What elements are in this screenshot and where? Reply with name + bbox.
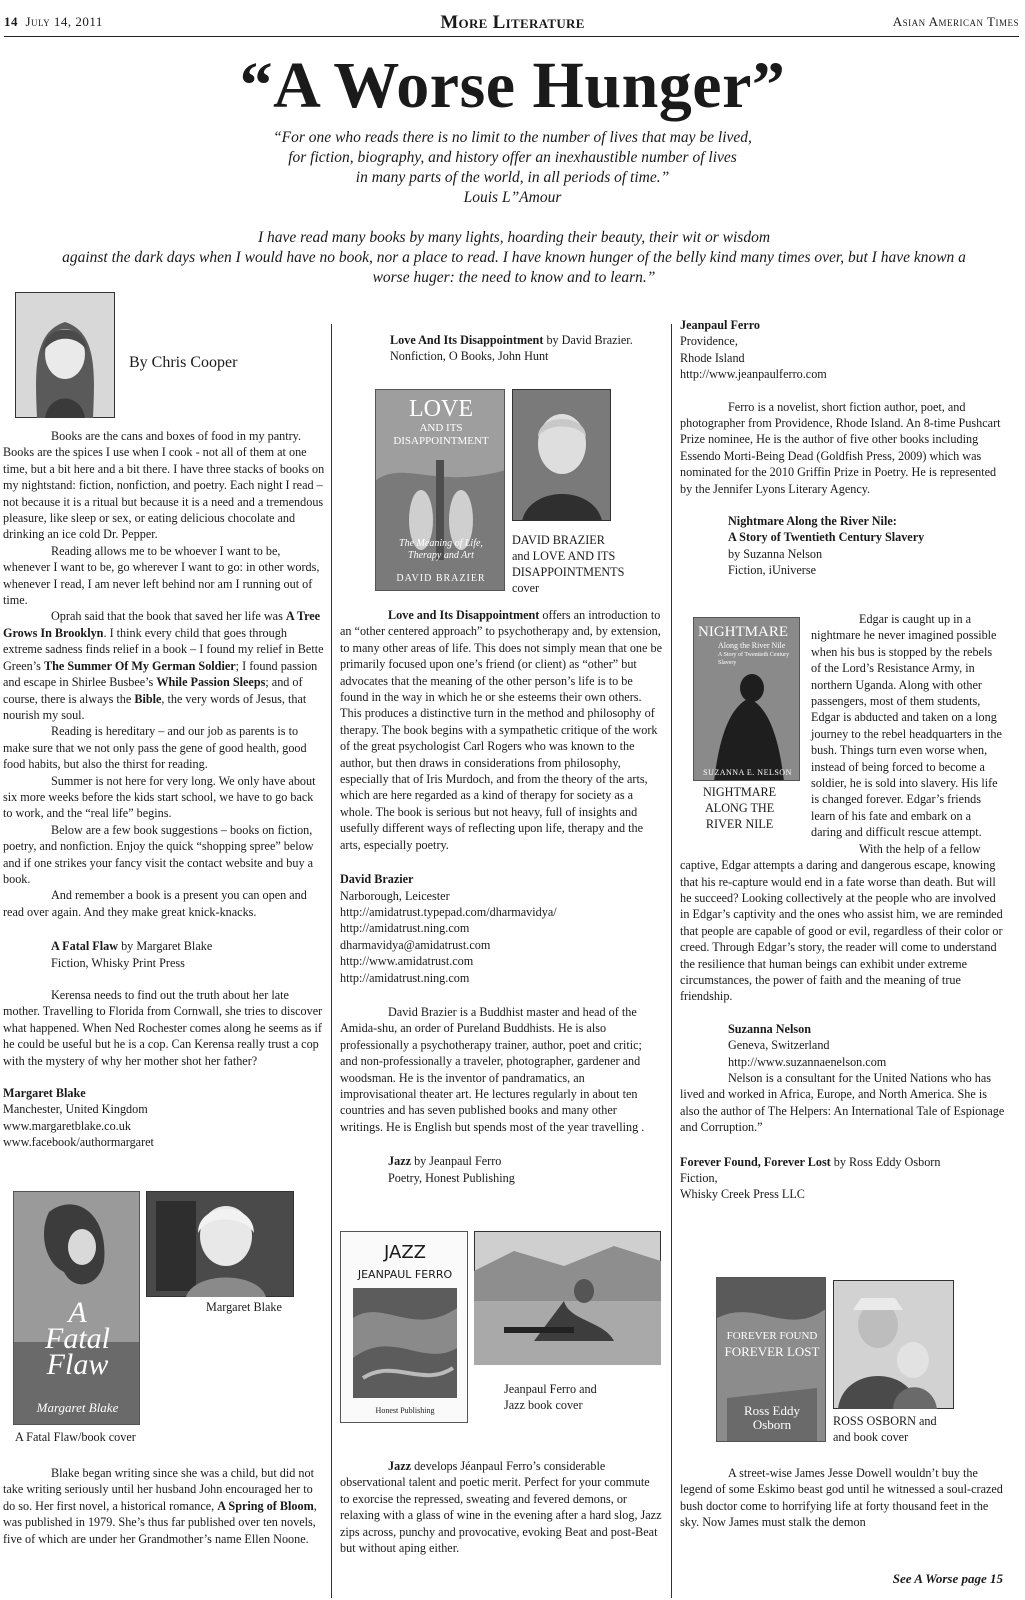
contact-link[interactable]: http://www.amidatrust.com <box>340 954 474 969</box>
book-title: While Passion Sleeps <box>156 675 266 690</box>
book-author: by David Brazier. <box>543 333 633 347</box>
author-website[interactable]: www.margaretblake.co.uk <box>3 1118 131 1133</box>
author-photo-image <box>474 1231 661 1365</box>
book-publisher: Nonfiction, O Books, John Hunt <box>390 349 549 364</box>
contact-link[interactable]: http://amidatrust.typepad.com/dharmavidya/ <box>340 904 557 919</box>
book-title: Forever Found, Forever Lost <box>680 1154 831 1169</box>
cover-author: Margaret Blake <box>36 1400 119 1415</box>
book-publisher: Fiction, iUniverse <box>728 563 817 578</box>
contact-link[interactable]: http://amidatrust.ning.com <box>340 921 470 936</box>
page-number: 14 <box>4 14 18 29</box>
article-title: “A Worse Hunger” <box>239 49 786 122</box>
text-run: ; and of course, there is always the <box>3 675 303 706</box>
blake-bio <box>3 1465 325 1547</box>
nile-review <box>680 611 1005 1203</box>
contact-link[interactable]: http://www.jeanpaulferro.com <box>680 367 827 382</box>
book-review: Edgar is caught up in a nightmare he never imagined possible when his bus is stopped by the rebels of the Lord’s Resistance Army, in northern Uganda. Along with other passengers, most of them students, Edgar is abducted and taken on a long journey to the rebel headquarters in the bush. Things turn even worse when, instead of being forced to become a soldier, he is sold into slavery. His life is changed forever. Edgar’s friends learn of his fate and embark on a daring and difficult rescue attempt. <box>811 612 1002 840</box>
masthead-rule <box>4 36 1019 37</box>
book-subtitle: A Story of Twentieth Century Slavery <box>728 530 925 545</box>
author-photo <box>15 292 115 418</box>
column-divider <box>671 324 672 1598</box>
author-bio: Ferro is a novelist, short fiction author, poet, and photographer from Providence, Rhode Island. An 8-time Pushcart Prize nominee, He is the author of five other books including Essendo Morti-Being Dead (Goldfish Press, 2009) which was nominated for the 2010 Griffin Prize in Poetry. He is represented by the Jennifer Lyons Literary Agency. <box>680 399 1001 496</box>
book-review: A street-wise James Jesse Dowell wouldn’t buy the legend of some Eskimo beast god until he witnessed a soul-crazed bush doctor come to horrifying life at forty thousand feet in the sky. Now James must stalk the demon <box>680 1466 1003 1530</box>
contact-link[interactable]: http://amidatrust.ning.com <box>340 970 470 985</box>
book-title: Nightmare Along the River Nile: <box>728 514 897 529</box>
column-divider <box>331 324 332 1598</box>
book-author: by Margaret Blake <box>118 939 213 954</box>
cover-title: FOREVER FOUND <box>726 1330 818 1342</box>
forever-cover <box>716 1277 826 1442</box>
forever-review <box>680 1465 1005 1531</box>
cover-author: Osborn <box>752 1417 792 1432</box>
book-heading <box>3 938 325 954</box>
caption-line: Jazz book cover <box>504 1398 583 1412</box>
book-title: A Tree Grows In Brooklyn <box>3 609 321 640</box>
caption-line: ALONG THE <box>704 801 775 815</box>
text-run: . I think every child that goes through extreme sadness finds relief in a book – I found my relief in Bette Green’s <box>3 625 324 673</box>
cover-title: JAZZ <box>384 1242 426 1263</box>
ferro-caption <box>504 1381 597 1413</box>
cover-author: SUZANNA E. NELSON <box>703 768 792 777</box>
text-run: Oprah said that the book that saved her life was <box>51 609 286 624</box>
book-publisher: Fiction, Whisky Print Press <box>51 955 185 970</box>
book-heading <box>680 1154 1005 1170</box>
cover-title: NIGHTMARE <box>698 624 788 640</box>
caption-line: DAVID BRAZIER <box>512 533 605 547</box>
cover-caption: A Fatal Flaw/book cover <box>15 1430 136 1444</box>
cover-title: AND ITS <box>419 422 463 434</box>
caption-line: NIGHTMARE <box>703 785 777 799</box>
paragraph: Summer is not here for very long. We only have about six more weeks before the kids start school, we have to go back to work, and the “real life” begins. <box>3 773 316 821</box>
jeanpaul-ferro-photo <box>474 1231 661 1365</box>
text-run: , was published in 1979. She’s thus far published over ten novels, five of which are under her Grandmother’s name Ellen Noone. <box>3 1498 317 1546</box>
cover-title: A <box>68 1296 87 1329</box>
text-run: Blake began writing since she was a child, but did not take writing seriously until her husband John encouraged her to do so. Her first novel, a historical romance, <box>3 1466 314 1513</box>
jazz-cover <box>340 1231 468 1423</box>
jazz-review <box>340 1458 662 1556</box>
cover-author: JEANPAUL FERRO <box>357 1268 453 1281</box>
caption-line: DISAPPOINTMENTS <box>512 565 625 579</box>
book-title: A Spring of Bloom <box>217 1498 314 1513</box>
byline: By Chris Cooper <box>129 354 238 371</box>
book-author: by Jeanpaul Ferro <box>411 1154 502 1169</box>
epigraph <box>0 128 1025 208</box>
caption-line: and LOVE AND ITS <box>512 549 616 563</box>
paragraph: Below are a few book suggestions – books on fiction, poetry, and nonfiction. Enjoy the quick “shopping spree” below and if one strikes your fancy visit the contact website and buy a book. <box>3 822 314 886</box>
publication-name: Asian American Times <box>892 14 1019 29</box>
contact-name: Jeanpaul Ferro <box>680 318 761 332</box>
book-title: Jazz <box>388 1154 412 1169</box>
float-spacer <box>680 611 811 853</box>
author-photo-image <box>15 292 115 418</box>
column-2-text <box>340 607 662 1186</box>
intro-quote <box>14 228 1014 288</box>
text-run: develops Jéanpaul Ferro’s considerable observational talent and poetic merit. Perfect for your commute to exorcise the repressed, sweating and fevered demons, or relaxing with a glass of wine in the evening after a hard slog, Jazz zips across, punchy and provocative, evoking Beat and post-Beat but without aping either. <box>340 1459 662 1556</box>
caption-line: ROSS OSBORN and <box>833 1414 937 1428</box>
love-heading <box>390 332 665 365</box>
book-author: by Suzanna Nelson <box>728 546 823 561</box>
epigraph-attribution: Louis L”Amour <box>463 189 562 206</box>
cover-subtitle: Along the River Nile <box>718 641 786 650</box>
book-title: Love And Its Disappointment <box>390 333 544 347</box>
contact-name: David Brazier <box>340 872 414 887</box>
caption-line: cover <box>512 581 540 595</box>
column-3-text <box>680 317 1005 579</box>
cover-publisher: Honest Publishing <box>375 1406 435 1415</box>
contact-line: Geneva, Switzerland <box>728 1038 830 1053</box>
paragraph: Reading allows me to be whoever I want to be, whenever I want to be, go wherever I want to go: in other words, whenever I read, I am never left behind nor am I running out of time. <box>3 543 320 608</box>
fatal-flaw-cover <box>13 1191 140 1425</box>
contact-line: Narborough, Leicester <box>340 888 450 903</box>
contact-line: Rhode Island <box>680 350 745 365</box>
ross-osborn-photo <box>833 1280 954 1409</box>
author-photo-image <box>146 1191 294 1297</box>
contact-line: Providence, <box>680 334 738 349</box>
book-title: Bible <box>134 691 162 706</box>
author-bio: David Brazier is a Buddhist master and head of the Amida-shu, an order of Pureland Buddhists. He is also professionally a psychotherapy trainer, author, poet and critic; and non-professionally a traveler, photographer, gardener and woodsman. He is the inventor of pandramatics, an improvisational theater art. He lectures regularly in about ten countries and has seven published books and many other writings. He is English but spends most of the year travelling . <box>340 1004 645 1134</box>
cover-subtitle: The Meaning of Life, Therapy and Art <box>399 538 483 561</box>
book-heading <box>340 1153 662 1169</box>
book-heading <box>680 513 1005 579</box>
cover-title: Flaw <box>46 1348 109 1381</box>
author-photo-image <box>833 1280 954 1409</box>
caption-line: and book cover <box>833 1430 909 1444</box>
continued-note[interactable]: See A Worse page 15 <box>892 1571 1003 1586</box>
book-review <box>340 607 662 853</box>
cover-author: DAVID BRAZIER <box>396 573 486 584</box>
paragraph: And remember a book is a present you can open and read over again. And they make great knick-knacks. <box>3 888 307 919</box>
cover-title: FOREVER LOST <box>724 1344 820 1359</box>
book-publisher: Fiction, <box>680 1171 718 1185</box>
text-run: offers an introduction to an “other centered approach” to psychotherapy and, by extension, to many other areas of life. This does not simply mean that one be primarily focused upon one’s friend (or client) as “other” but advocates that the meaning of the other person’s life is to be found in the way in which he or she esteems their own others. This produces a distinctive turn in the method and philosophy of therapy. The book begins with a sympathetic critique of the work of the great psychologist Carl Rogers who was known to the author, but then draws in considerations from philosophy, especially that of Iris Murdoch, and from the theory of the arts, which are here regarded as a kind of therapy for society as a whole. The book is serious but not heavy, full of insights and usefully different ways of reflecting upon life, therapy and the arts, especially poetry. <box>340 608 662 852</box>
david-brazier-photo <box>512 389 611 521</box>
section-title: More Literature <box>440 12 585 33</box>
epigraph-line: “For one who reads there is no limit to the number of lives that may be lived, <box>273 129 752 146</box>
book-review <box>340 1458 662 1556</box>
book-title: Love and Its Disappointment <box>388 608 540 622</box>
epigraph-line: for fiction, biography, and history offer an inexhaustible number of lives <box>288 149 737 166</box>
author-caption: Margaret Blake <box>206 1300 282 1314</box>
brazier-caption <box>512 532 624 596</box>
paragraph <box>3 1465 325 1547</box>
paragraph: Books are the cans and boxes of food in my pantry. Books are the spices I use when I cook - not all of them at one time, but a bit here and a bit there. I have three stacks of books on my nightstand: fiction, nonfiction, and poetry. Each night I read – not because it is a ritual but because it is a need and a tremendous pleasure, like sleep or sex, or eating delicious chocolate and drinking an ice cold Dr. Pepper. <box>3 429 325 542</box>
book-review: With the help of a fellow captive, Edgar attempts a daring and dangerous escape, knowing that his re-capture would end in a fate worse than death. But will he succeed? Looking collectively at the people who are involved in Edgar’s captivity and the ones who assist him, we are reminded that people are capable of good or evil, regardless of their color or creed. Through Edgar’s story, the reader will come to understand the resilience that human beings can exhibit under extreme circumstances, the power of faith and the meaning of true friendship. <box>680 841 1003 1004</box>
book-title: A Fatal Flaw <box>51 939 119 954</box>
margaret-blake-photo <box>146 1191 294 1297</box>
text-run: ; I found passion and escape in Shirlee Busbee’s <box>3 658 318 690</box>
intro-line: worse huger: the need to know and to learn.” <box>372 269 656 286</box>
paragraph: Reading is hereditary – and our job as parents is to make sure that we not only pass the gene of good health, good food habits, but also the thirst for reading. <box>3 724 307 772</box>
author-photo-image <box>512 389 611 521</box>
cover-title: LOVE <box>409 396 473 422</box>
book-author: by Ross Eddy Osborn <box>830 1154 941 1169</box>
paragraph <box>3 608 325 723</box>
love-cover <box>375 389 505 591</box>
contact-name: Suzanna Nelson <box>728 1021 811 1036</box>
epigraph-line: in many parts of the world, in all periods of time.” <box>355 169 670 186</box>
cover-author: Ross Eddy <box>744 1403 800 1418</box>
issue-date: July 14, 2011 <box>25 14 103 29</box>
author-name: Margaret Blake <box>3 1086 86 1101</box>
author-facebook[interactable]: www.facebook/authormargaret <box>3 1135 154 1150</box>
contact-block <box>680 1021 1005 1070</box>
intro-line: against the dark days when I would have no book, nor a place to read. I have known hunger of the belly kind many times over, but I have known a <box>62 249 966 266</box>
contact-link[interactable]: http://www.suzannaenelson.com <box>728 1054 887 1069</box>
column-1-text <box>3 428 325 1151</box>
book-title: Jazz <box>388 1459 412 1473</box>
contact-email[interactable]: dharmavidya@amidatrust.com <box>340 937 491 952</box>
cover-title: Fatal <box>45 1322 110 1355</box>
book-description: Kerensa needs to find out the truth about her late mother. Travelling to Florida from Cornwall, she tries to discover what happened. When Ned Rochester comes along he seems as if he could be useful but he is a cop. Can Kerensa really trust a cop with the mystery of why her mother shot her father? <box>3 988 323 1068</box>
author-bio: Nelson is a consultant for the United Nations who has lived and worked in Africa, Europe, and North America. She is also the author of The Helpers: An International Tale of Espionage and Corruption.” <box>680 1070 1005 1135</box>
book-title: The Summer Of My German Soldier <box>43 658 236 673</box>
cover-subtitle: A Story of Twentieth Century Slavery <box>718 652 790 666</box>
book-publisher: Poetry, Honest Publishing <box>388 1170 515 1185</box>
caption-line: Jeanpaul Ferro and <box>504 1382 597 1396</box>
book-publisher: Whisky Creek Press LLC <box>680 1187 805 1202</box>
intro-line: I have read many books by many lights, hoarding their beauty, their wit or wisdom <box>257 229 771 246</box>
caption-line: RIVER NILE <box>705 817 774 831</box>
osborn-caption <box>833 1413 937 1445</box>
author-location: Manchester, United Kingdom <box>3 1102 148 1117</box>
cover-title: DISAPPOINTMENT <box>393 435 489 447</box>
cover-art <box>353 1288 457 1398</box>
text-run: , the very words of Jesus, that nourish my soul. <box>3 691 307 722</box>
